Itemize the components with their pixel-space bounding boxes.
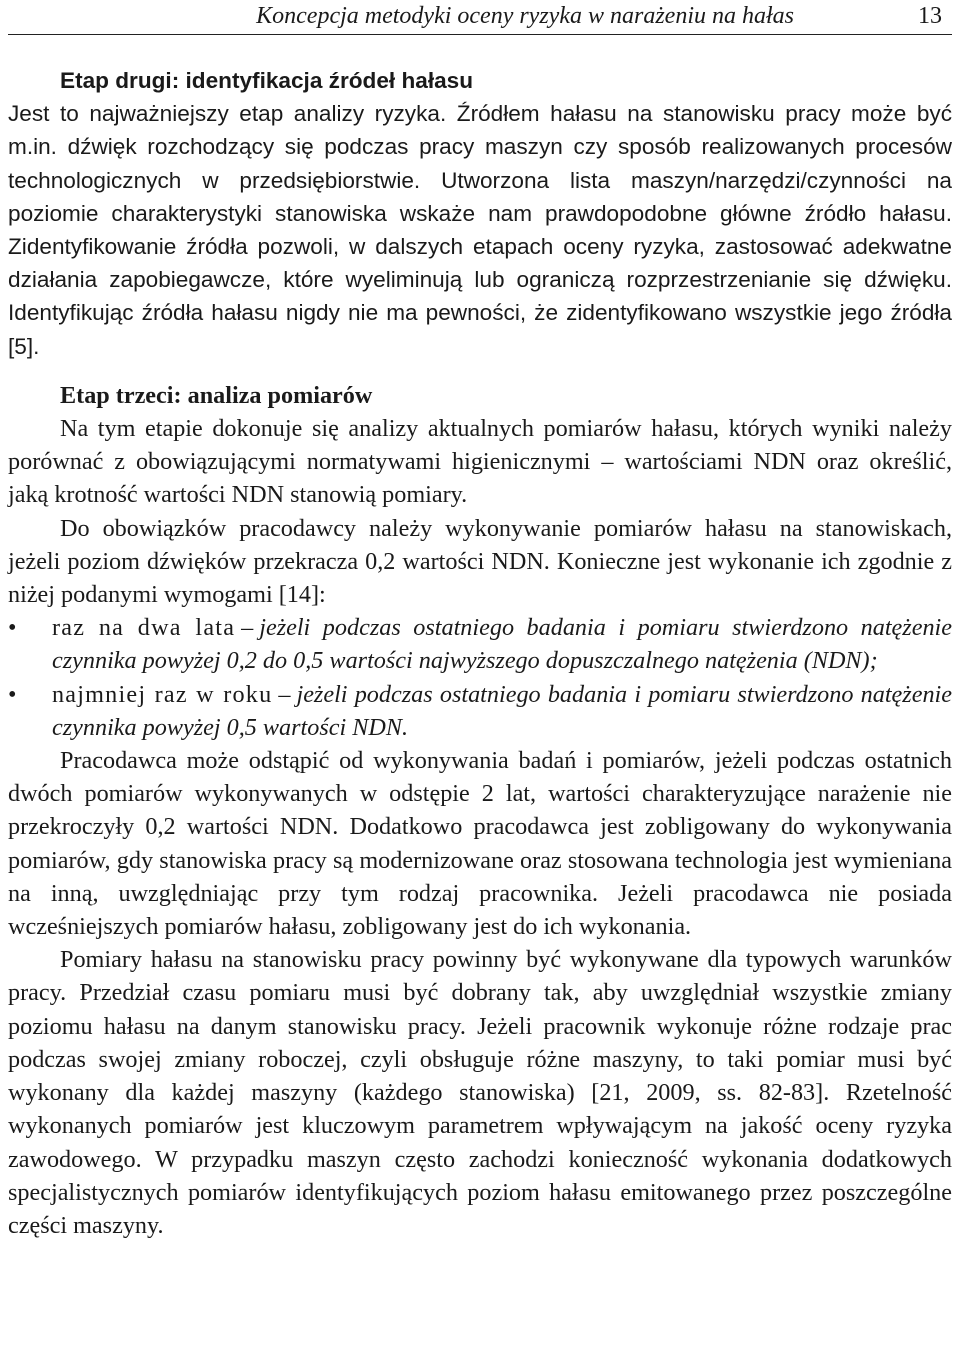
paragraph-stage3-conditions: Pomiary hałasu na stanowisku pracy powinny być wykonywane dla typowych warunków pracy. Przedział czasu pomiaru musi być dobrany tak, aby uwzględniał wszystkie zmiany poziomu hałasu na danym stanowisku pracy. Jeżeli pracownik wykonuje różne rodzaje prac podczas swojej zmiany roboczej, czyli obsługuje różne maszyny, to taki pomiar musi być wykonany dla każdej maszyny (każdego stanowiska) [21, 2009, ss. 82-83]. Rzetelność wykonanych pomiarów jest kluczowym parametrem wpływającym na jakość oceny ryzyka zawodowego. W przypadku maszyn często zachodzi konieczność wykonania dodatkowych specjalistycznych pomiarów identyfikujących poziom hałasu emitowanego przez poszczególne części maszyny. [8,946,952,1239]
section-heading-stage2: Etap drugi: identyfikacja źródeł hałasu [60,68,474,93]
paragraph-stage3-intro: Na tym etapie dokonuje się analizy aktualnych pomiarów hałasu, których wyniki należy porównać z obowiązującymi normatywami higienicznymi – wartościami NDN oraz określić, jaką krotność wartości NDN stanowią pomiary. [8,415,952,509]
list-item [8,611,952,677]
bullet-icon: • [8,680,17,708]
page-content [8,64,952,1242]
page-number: 13 [918,3,942,29]
paragraph-stage3-exemption: Pracodawca może odstąpić od wykonywania badań i pomiarów, jeżeli podczas ostatnich dwóch pomiarów wykonywanych w odstępie 2 lat, wartości charakteryzujące narażenie nie przekroczyły 0,2 wartości NDN. Dodatkowo pracodawca jest zobligowany do wykonywania pomiarów, gdy stanowiska pracy są modernizowane oraz stosowana technologia jest wymieniana na inną, uwzględniając przy tym rodzaj pracownika. Jeżeli pracodawca nie posiada wcześniejszych pomiarów hałasu, zobligowany jest do ich wykonania. [8,747,952,941]
paragraph-stage2-body: Jest to najważniejszy etap analizy ryzyka. Źródłem hałasu na stanowisku pracy może być m.in. dźwięk rozchodzący się podczas pracy maszyn czy sposób realizowanych procesów technologicznych w przedsiębiorstwie. Utworzona lista maszyn/narzędzi/czynności na poziomie charakterystyki stanowiska wskaże nam prawdopodobne główne źródło hałasu. Zidentyfikowanie źródła pozwoli, w dalszych etapach oceny ryzyka, zastosować adekwatne działania zapobiegawcze, które wyeliminują lub ograniczą rozprzestrzenianie się dźwięku. Identyfikując źródła hałasu nigdy nie ma pewności, że zidentyfikowano wszystkie jego źródła [5]. [8,101,952,359]
requirement-condition: jeżeli podczas ostatniego badania i pomiaru stwierdzono natężenie czynnika powyżej 0,2 do 0,5 wartości najwyższego dopuszczalnego natężenia (NDN); [52,614,952,675]
running-title: Koncepcja metodyki oceny ryzyka w narażeniu na hałas [256,3,794,29]
requirements-list [8,611,952,744]
requirement-frequency: raz na dwa lata [52,614,236,642]
bullet-icon: • [8,614,17,642]
dash-separator: – [241,614,254,642]
paragraph-stage3-obligations: Do obowiązków pracodawcy należy wykonywanie pomiarów hałasu na stanowiskach, jeżeli poziom dźwięków przekracza 0,2 wartości NDN. Konieczne jest wykonanie ich zgodnie z niżej podanymi wymogami [14]: [8,514,952,609]
requirement-frequency: najmniej raz w roku [52,680,273,708]
requirement-condition: jeżeli podczas ostatniego badania i pomiaru stwierdzono natężenie czynnika powyżej 0,5 wartości NDN. [52,680,952,741]
dash-separator: – [278,680,291,708]
list-item [8,678,952,744]
page-header [8,0,952,35]
section-heading-stage3: Etap trzeci: analiza pomiarów [60,381,373,409]
